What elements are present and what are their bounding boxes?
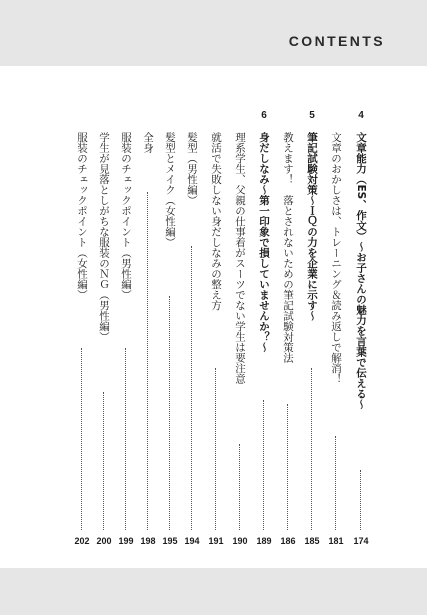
chapter-number: 5 [309, 110, 315, 121]
toc-entry-title: 文章のおかしさは、トレーニング＆読み返しで解消！ [330, 132, 342, 384]
page-number: 194 [184, 536, 200, 546]
toc-entry [234, 110, 246, 556]
toc-entry-title: 服装のチェックポイント（女性編） [76, 132, 88, 300]
toc-entry-title: 筆記試験対策～ＩＱの力を企業に示す～ [306, 132, 318, 321]
page-number: 199 [118, 536, 134, 546]
page-number: 189 [256, 536, 272, 546]
chapter-number: 4 [358, 110, 364, 121]
dot-leader [335, 436, 336, 530]
toc-entry [164, 110, 176, 556]
toc-entry [282, 110, 294, 556]
toc-entry [306, 110, 318, 556]
toc-entry-title: 就活で失敗しない身だしなみの整え方 [210, 132, 222, 311]
dot-leader [239, 444, 240, 530]
toc-entry [210, 110, 222, 556]
toc-entry-title: 理系学生、父親の仕事着がスーツでない学生は要注意 [234, 132, 246, 384]
toc-entry [330, 110, 342, 556]
toc-entry [186, 110, 198, 556]
toc-entry-title: 髪型とメイク（女性編） [164, 132, 176, 248]
dot-leader [311, 368, 312, 530]
page-number: 181 [328, 536, 344, 546]
page-number: 190 [232, 536, 248, 546]
toc-entry [120, 110, 132, 556]
page-number: 195 [162, 536, 178, 546]
dot-leader [147, 192, 148, 530]
toc-entry-title: 文章能力（ES、作文）～お子さんの魅力を言葉で伝える～ [355, 132, 367, 410]
dot-leader [169, 296, 170, 530]
page-title: CONTENTS [288, 33, 385, 49]
toc-entry-title: 服装のチェックポイント（男性編） [120, 132, 132, 300]
toc-entry-title: 身だしなみ～第一印象で損していませんか？～ [258, 132, 270, 353]
toc-entry [142, 110, 154, 556]
toc-entry-title: 学生が見落としがちな服装のＮＧ（男性編） [98, 132, 110, 342]
toc-entry [355, 110, 367, 556]
page-number: 174 [353, 536, 369, 546]
page-number: 191 [208, 536, 224, 546]
dot-leader [191, 246, 192, 530]
toc-entry [76, 110, 88, 556]
footer-band [0, 568, 427, 615]
toc-entry-title: 全身 [142, 132, 154, 153]
page-number: 185 [304, 536, 320, 546]
dot-leader [103, 392, 104, 530]
toc-entry [258, 110, 270, 556]
dot-leader [215, 368, 216, 530]
chapter-number: 6 [261, 110, 267, 121]
page-number: 200 [96, 536, 112, 546]
dot-leader [360, 470, 361, 530]
page-number: 202 [74, 536, 90, 546]
page-number: 198 [140, 536, 156, 546]
dot-leader [287, 404, 288, 530]
toc-entry [98, 110, 110, 556]
page-number: 186 [280, 536, 296, 546]
dot-leader [81, 348, 82, 530]
dot-leader [125, 348, 126, 530]
toc-entry-title: 教えます！ 落とされないための筆記試験対策法 [282, 132, 294, 363]
toc-entry-title: 髪型（男性編） [186, 132, 198, 206]
dot-leader [263, 400, 264, 530]
